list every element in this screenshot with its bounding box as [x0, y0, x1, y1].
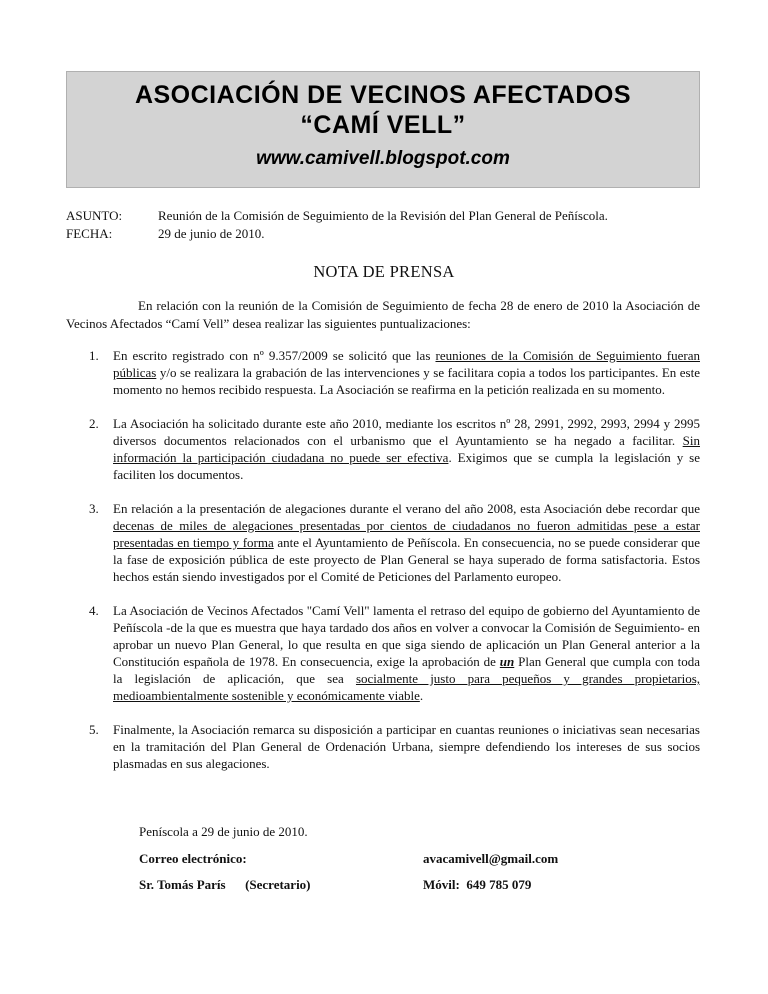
point-text: .: [419, 688, 424, 703]
point-number: 4.: [89, 603, 99, 618]
point-underlined-text: decenas de miles de alegaciones presentadas por cientos de ciudadanos no fueron admitidas pese a estar presentadas en tiempo y forma: [113, 518, 700, 550]
point-underlined-text: reuniones de la Comisión de Seguimiento fueran públicas: [113, 348, 700, 380]
meta-block: [66, 207, 608, 243]
point-text: . Exigimos que se cumpla la legislación y se faciliten los documentos.: [113, 450, 700, 482]
point-text: Finalmente, la Asociación remarca su disposición a participar en cuantas reuniones o iniciativas sean necesarias en la tramitación del Plan General de Ordenación Urbana, siempre defendiendo los intereses de sus socios plasmadas en sus alegaciones.: [113, 722, 700, 771]
fecha-value: 29 de junio de 2010.: [158, 226, 265, 241]
org-url: www.camivell.blogspot.com: [256, 148, 510, 169]
point-item: [66, 602, 700, 704]
org-name-line1: ASOCIACIÓN DE VECINOS AFECTADOS: [134, 81, 632, 109]
asunto-value: Reunión de la Comisión de Seguimiento de la Revisión del Plan General de Peñíscola.: [158, 208, 608, 223]
point-text: La Asociación ha solicitado durante este año 2010, mediante los escritos nº 28, 2991, 2992, 2993, 2994 y 2995 diversos documentos relacionados con el urbanismo que el Ayuntamiento se ha negado a facilitar.: [113, 416, 700, 448]
point-item: [66, 415, 700, 483]
point-item: [66, 347, 700, 398]
asunto-row: [66, 207, 608, 225]
point-item: [66, 721, 700, 772]
signatory-name: Sr. Tomás París (Secretario): [139, 877, 311, 892]
point-text: En escrito registrado con nº 9.357/2009 se solicitó que las: [113, 348, 436, 363]
fecha-row: [66, 225, 608, 243]
phone-value: Móvil: 649 785 079: [423, 877, 532, 892]
intro-paragraph: En relación con la reunión de la Comisión de Seguimiento de fecha 28 de enero de 2010 la Asociación de Vecinos Afectados “Camí Vell” desea realizar las siguientes puntualizaciones:: [66, 298, 700, 331]
closing-place-date: Peníscola a 29 de junio de 2010.: [139, 824, 308, 839]
point-text: y/o se realizara la grabación de las intervenciones y se facilitara copia a todos los participantes. En este momento no hemos recibido respuesta. La Asociación se reafirma en la petición realizada en su momento.: [113, 365, 700, 397]
points-list: [66, 347, 700, 789]
email-label: Correo electrónico:: [139, 851, 247, 866]
point-text: Plan General que cumpla con toda la legislación de aplicación, que sea: [113, 654, 700, 686]
point-text: En relación a la presentación de alegaciones durante el verano del año 2008, esta Asociación debe recordar que: [113, 501, 700, 516]
org-name-line2: “CAMÍ VELL”: [300, 111, 466, 139]
point-number: 1.: [89, 348, 99, 363]
asunto-label: ASUNTO:: [66, 208, 123, 223]
point-item: [66, 500, 700, 585]
document-title: NOTA DE PRENSA: [313, 262, 455, 281]
point-number: 5.: [89, 722, 99, 737]
point-underlined-text: socialmente justo para pequeños y grandes propietarios, medioambientalmente sostenible y económicamente viable: [113, 671, 700, 703]
point-number: 2.: [89, 416, 99, 431]
point-text: La Asociación de Vecinos Afectados "Camí Vell" lamenta el retraso del equipo de gobierno del Ayuntamiento de Peñíscola -de la que es muestra que haya tardado dos años en volver a convocar la Comisión de Seguimiento- en aprobar un nuevo Plan General, lo que resulta en que siga siendo de aplicación un Plan General anterior a la Constitución española de 1978. En consecuencia, exige la aprobación de: [113, 603, 700, 669]
point-number: 3.: [89, 501, 99, 516]
point-text: ante el Ayuntamiento de Peñíscola. En consecuencia, no se puede considerar que la fase de exposición pública de este proyecto de Plan General se haya superado de forma satisfactoria. Estos hechos están siendo investigados por el Comité de Peticiones del Parlamento europeo.: [113, 535, 700, 584]
point-underlined-text: Sin información la participación ciudadana no puede ser efectiva: [113, 433, 700, 465]
header-banner: [66, 71, 700, 188]
point-emphasis-text: un: [499, 654, 515, 669]
fecha-label: FECHA:: [66, 226, 113, 241]
email-value: avacamivell@gmail.com: [423, 851, 559, 866]
